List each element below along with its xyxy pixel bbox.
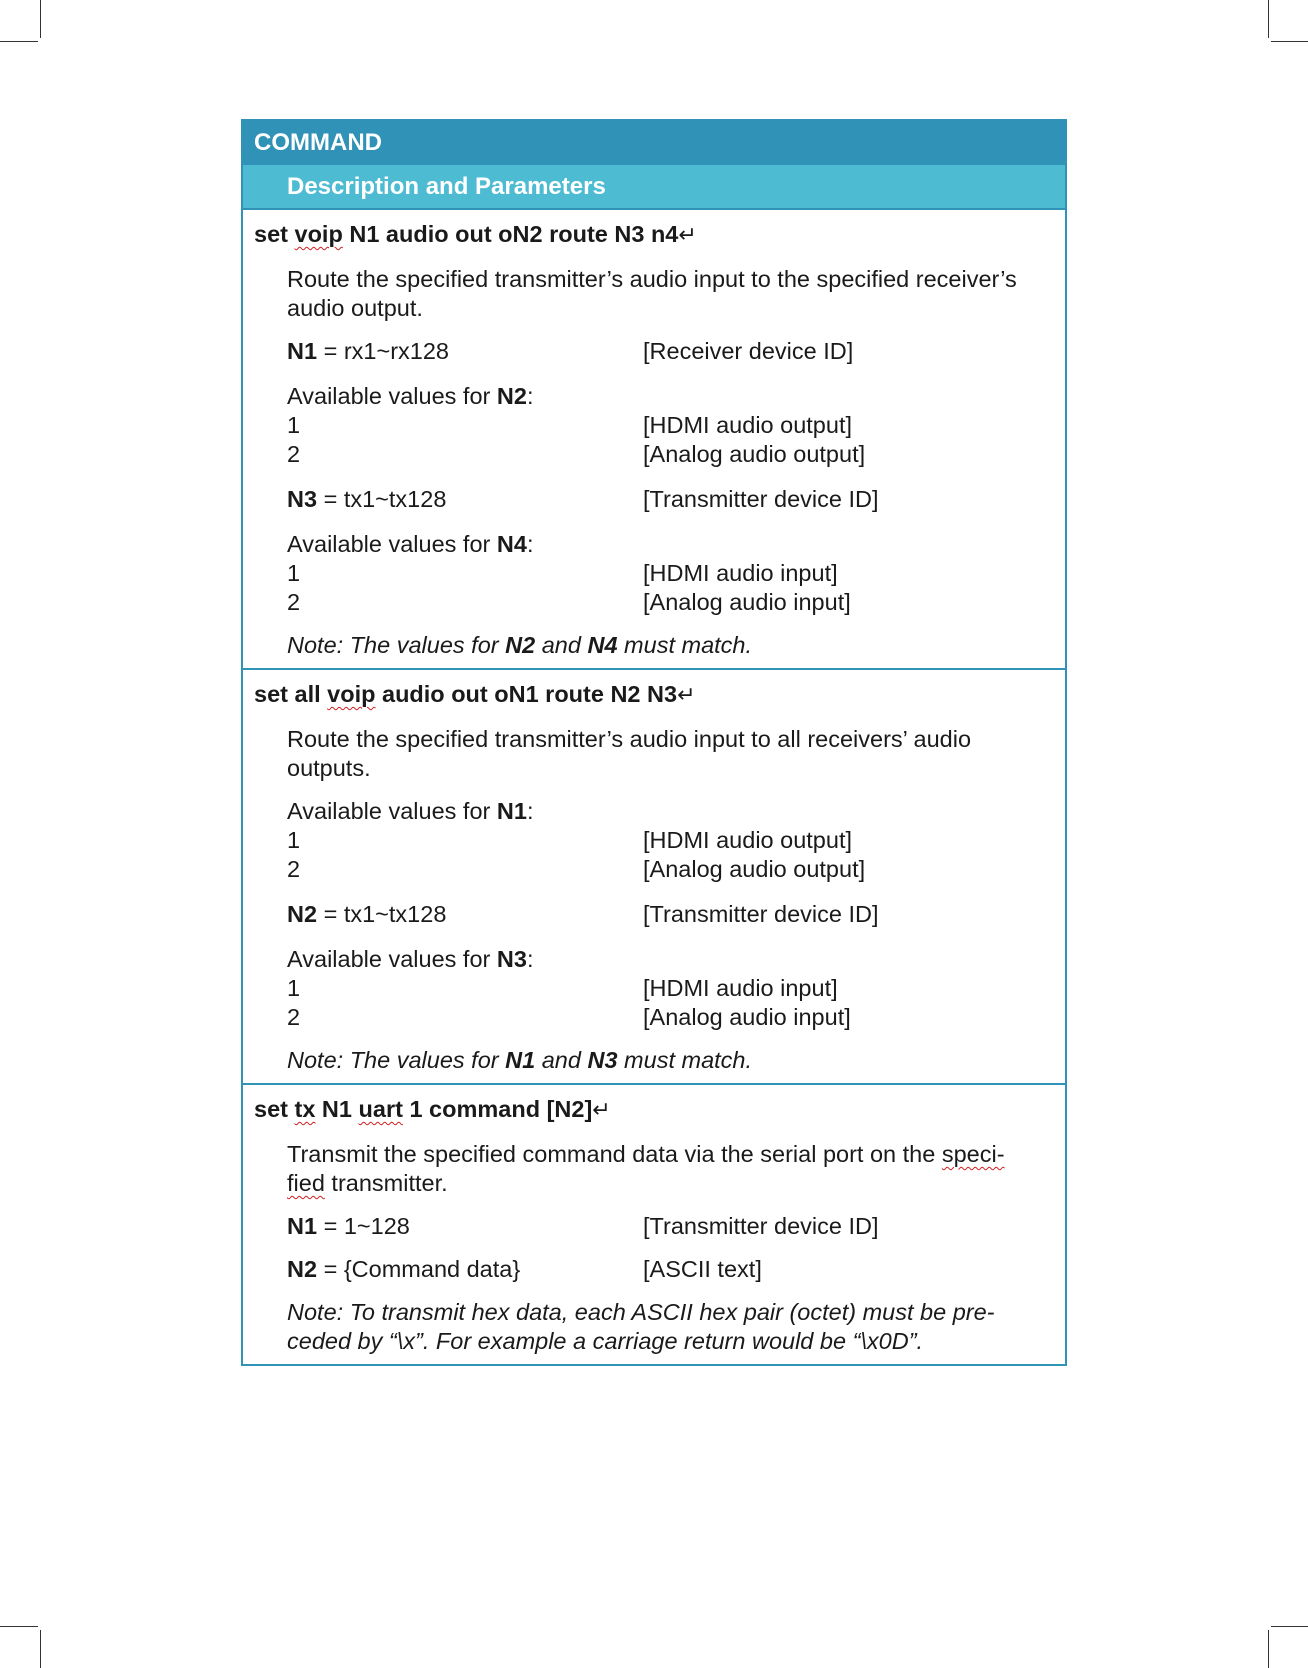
available-values-label: Available values for N3: xyxy=(287,946,534,972)
command-description: Route the specified transmitter’s audio input to all receivers’ audio outputs. xyxy=(287,726,972,781)
command-note: Note: The values for N2 and N4 must match. xyxy=(287,632,753,658)
crop-mark xyxy=(0,1626,38,1627)
option-row: 1 [HDMI audio output] xyxy=(287,412,852,438)
command-section xyxy=(243,210,1065,670)
option-row: 2 [Analog audio output] xyxy=(287,856,866,882)
return-icon: ↵ xyxy=(592,1097,611,1122)
crop-mark xyxy=(1268,0,1269,38)
crop-mark xyxy=(40,0,41,38)
command-syntax: set all voip audio out oN1 route N2 N3↵ xyxy=(254,681,696,707)
param-row: N2 = {Command data} [ASCII text] xyxy=(287,1256,762,1282)
option-row: 1 [HDMI audio output] xyxy=(287,827,852,853)
available-values-label: Available values for N1: xyxy=(287,798,534,824)
command-description: Transmit the specified command data via the serial port on the speci- fied transmitter. xyxy=(287,1141,1005,1196)
param-row: N1 = rx1~rx128 [Receiver device ID] xyxy=(287,338,854,364)
command-note: Note: The values for N1 and N3 must match. xyxy=(287,1047,753,1073)
available-values-label: Available values for N2: xyxy=(287,383,534,409)
option-row: 1 [HDMI audio input] xyxy=(287,975,838,1001)
crop-mark xyxy=(40,1630,41,1668)
return-icon: ↵ xyxy=(677,682,696,707)
command-syntax: set voip N1 audio out oN2 route N3 n4↵ xyxy=(254,221,697,247)
option-row: 2 [Analog audio output] xyxy=(287,441,866,467)
command-section xyxy=(243,670,1065,1085)
command-section xyxy=(243,1085,1065,1364)
param-row: N1 = 1~128 [Transmitter device ID] xyxy=(287,1213,879,1239)
command-note: Note: To transmit hex data, each ASCII hex pair (octet) must be pre- ceded by “\x”. For example a carriage return would be “\x0D”. xyxy=(287,1299,995,1354)
command-table xyxy=(241,119,1067,1366)
option-row: 2 [Analog audio input] xyxy=(287,1004,851,1030)
description-header: Description and Parameters xyxy=(243,165,1065,210)
option-row: 1 [HDMI audio input] xyxy=(287,560,838,586)
param-row: N3 = tx1~tx128 [Transmitter device ID] xyxy=(287,486,879,512)
command-description: Route the specified transmitter’s audio input to the specified receiver’s audio output. xyxy=(287,266,1017,321)
crop-mark xyxy=(0,41,38,42)
command-syntax: set tx N1 uart 1 command [N2]↵ xyxy=(254,1096,611,1122)
return-icon: ↵ xyxy=(678,222,697,247)
available-values-label: Available values for N4: xyxy=(287,531,534,557)
param-row: N2 = tx1~tx128 [Transmitter device ID] xyxy=(287,901,879,927)
crop-mark xyxy=(1271,1626,1308,1627)
option-row: 2 [Analog audio input] xyxy=(287,589,851,615)
command-header: COMMAND xyxy=(243,121,1065,165)
crop-mark xyxy=(1268,1630,1269,1668)
crop-mark xyxy=(1271,41,1308,42)
